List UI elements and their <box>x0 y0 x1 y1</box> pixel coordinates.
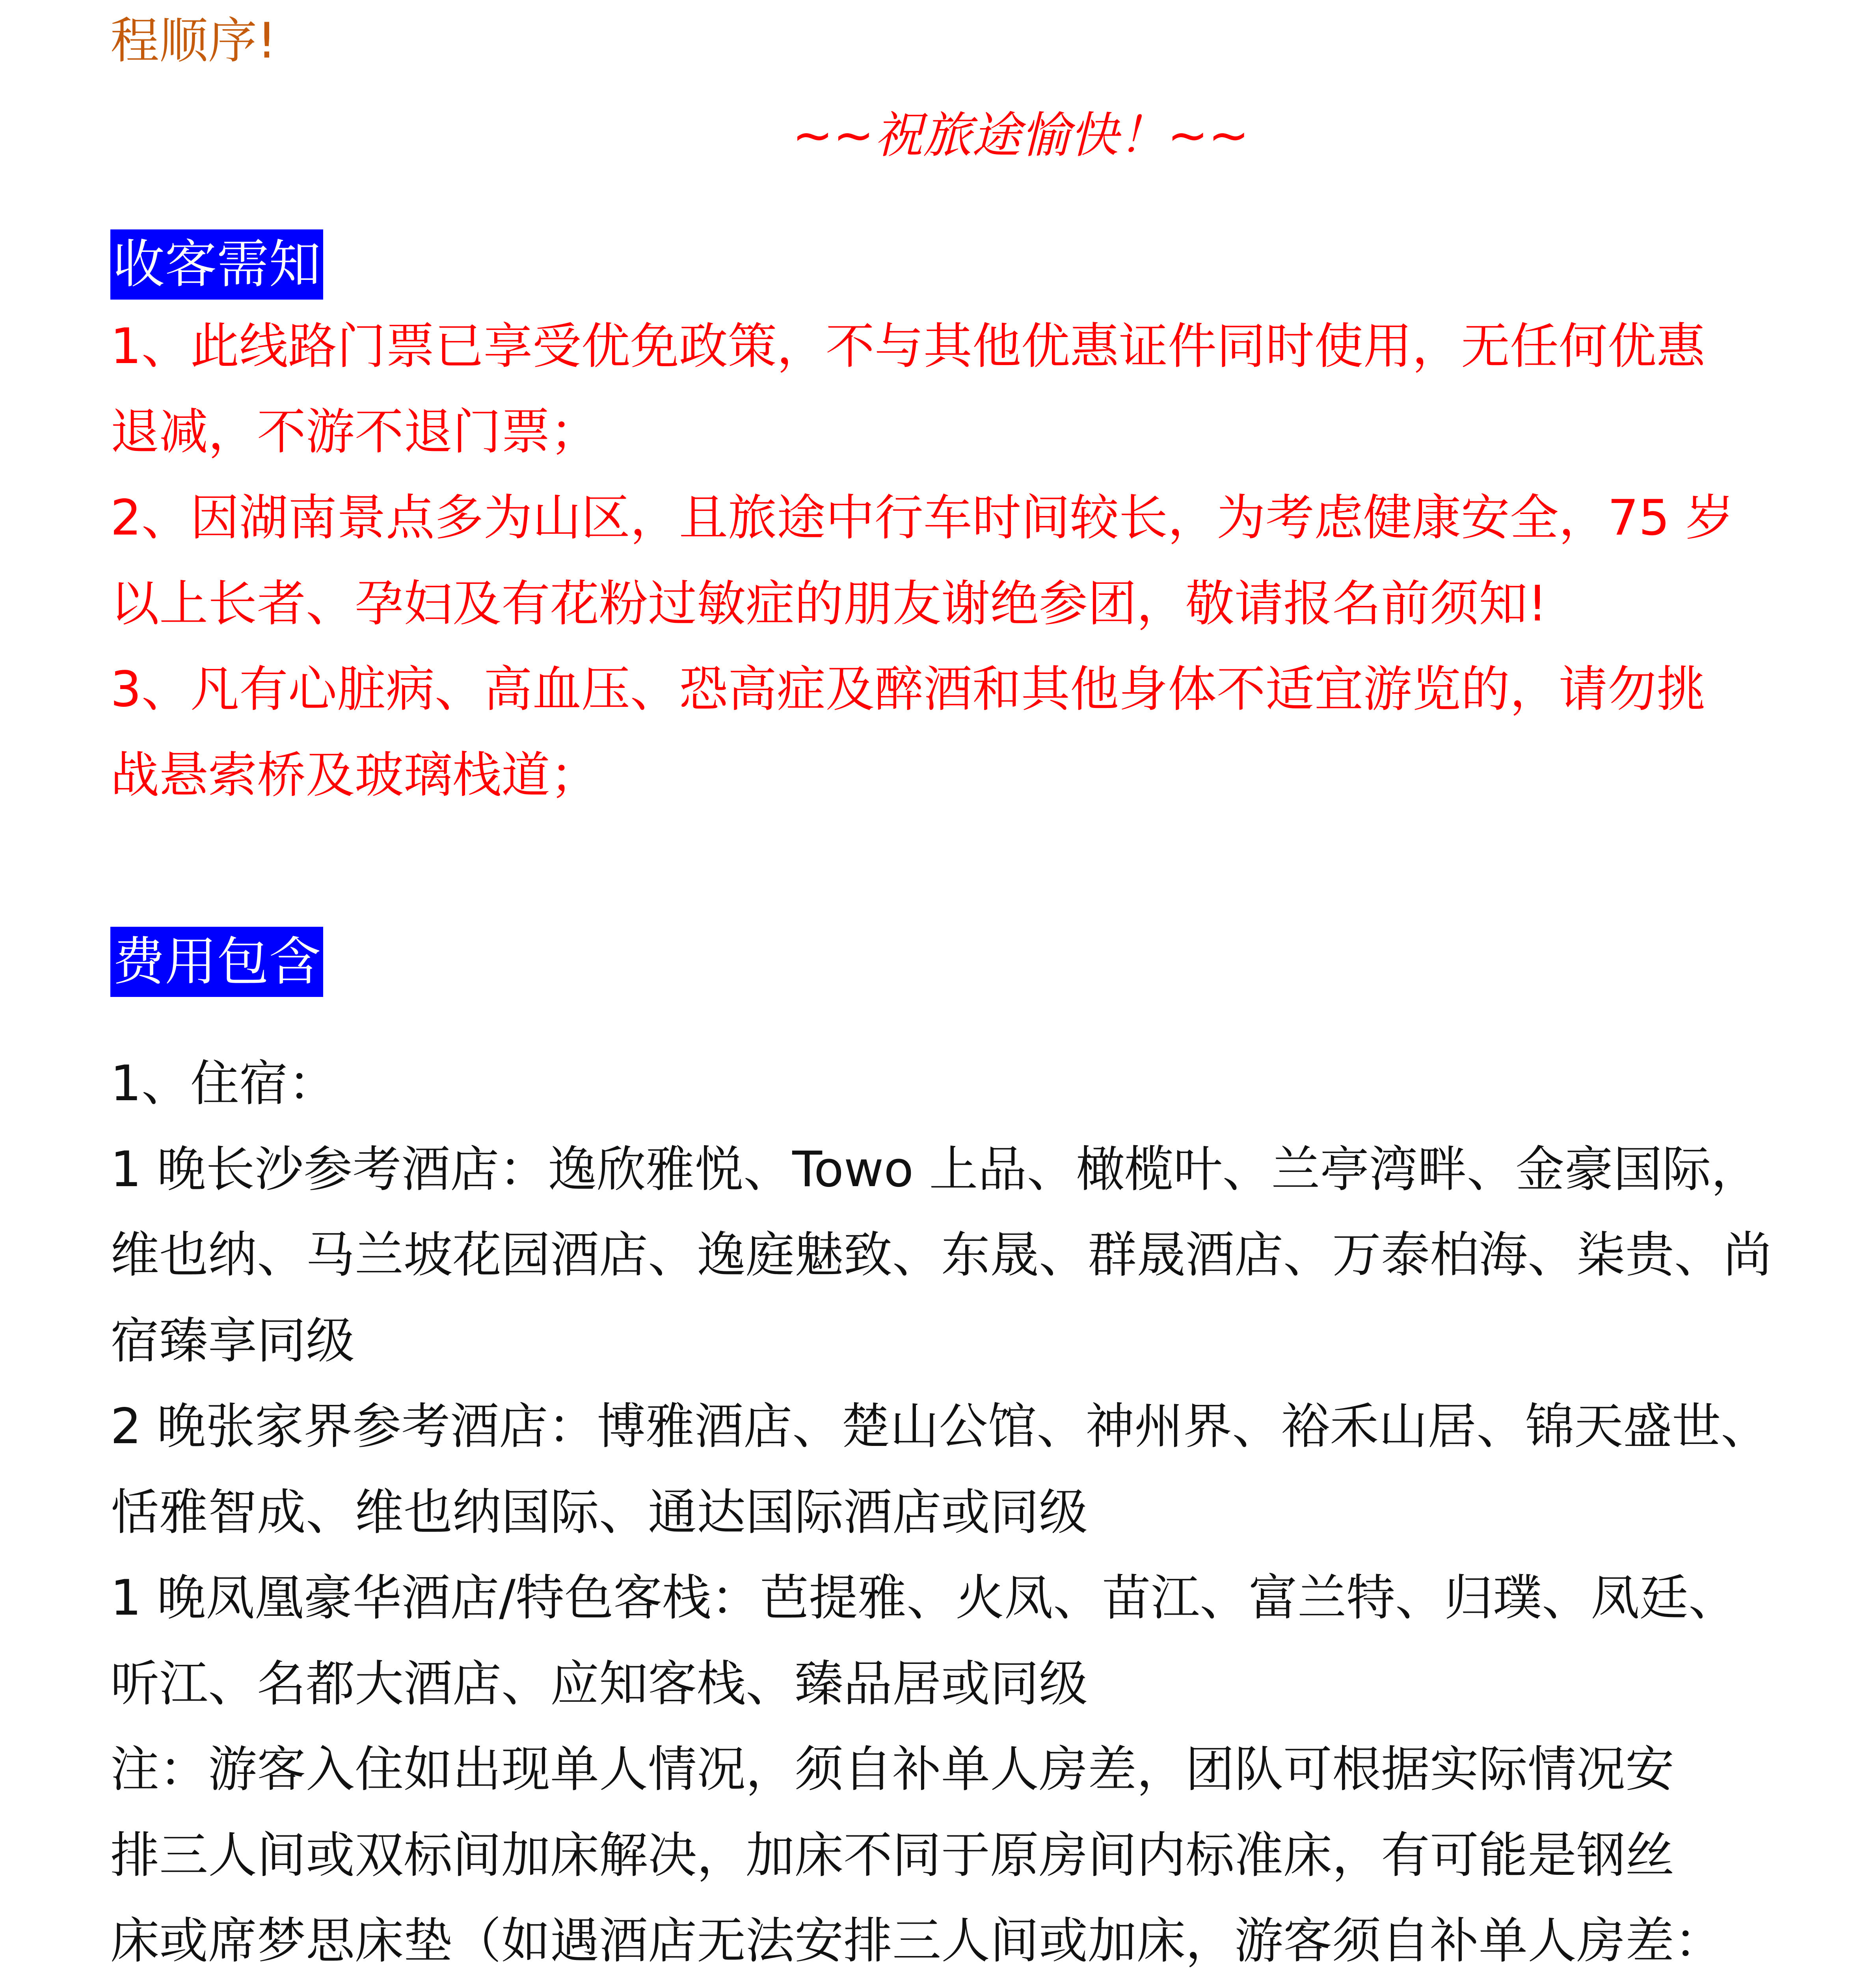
fees-line: 1、住宿： <box>110 1055 337 1112</box>
blessing-text: ~~祝旅途愉快！~~ <box>792 107 1249 164</box>
notice-line: 3、凡有心脏病、高血压、恐高症及醉酒和其他身体不适宜游览的，请勿挑 <box>110 661 1705 718</box>
fees-line: 宿臻享同级 <box>110 1313 355 1369</box>
fees-line: 注：游客入住如出现单人情况，须自补单人房差，团队可根据实际情况安 <box>110 1741 1675 1798</box>
notice-line: 退减，不游不退门票； <box>110 404 599 460</box>
fees-line: 听江、名都大酒店、应知客栈、臻品居或同级 <box>110 1656 1088 1712</box>
fees-line: 床或席梦思床垫（如遇酒店无法安排三人间或加床，游客须自补单人房差： <box>110 1913 1723 1969</box>
intro-text-tail: 程顺序! <box>110 13 277 69</box>
fees-line: 1 晚凤凰豪华酒店/特色客栈：芭提雅、火凤、苗江、富兰特、归璞、凤廷、 <box>110 1570 1738 1626</box>
fees-line: 1 晚长沙参考酒店：逸欣雅悦、Towo 上品、橄榄叶、兰亭湾畔、金豪国际， <box>110 1141 1760 1198</box>
fees-line: 2 晚张家界参考酒店：博雅酒店、楚山公馆、神州界、裕禾山居、锦天盛世、 <box>110 1398 1770 1455</box>
notice-line: 以上长者、孕妇及有花粉过敏症的朋友谢绝参团，敬请报名前须知! <box>110 576 1547 632</box>
notice-line: 1、此线路门票已享受优免政策，不与其他优惠证件同时使用，无任何优惠 <box>110 318 1705 375</box>
notice-line: 战悬索桥及玻璃栈道； <box>110 747 599 804</box>
fees-line: 恬雅智成、维也纳国际、通达国际酒店或同级 <box>110 1484 1088 1541</box>
fees-line: 排三人间或双标间加床解决，加床不同于原房间内标准床，有可能是钢丝 <box>110 1827 1675 1884</box>
fees-line: 维也纳、马兰坡花园酒店、逸庭魅致、东晟、群晟酒店、万泰柏海、柒贵、尚 <box>110 1227 1772 1284</box>
fees-heading: 费用包含 <box>110 927 323 997</box>
notice-heading: 收客需知 <box>110 229 323 300</box>
notice-line: 2、因湖南景点多为山区，且旅途中行车时间较长，为考虑健康安全，75 岁 <box>110 490 1735 546</box>
